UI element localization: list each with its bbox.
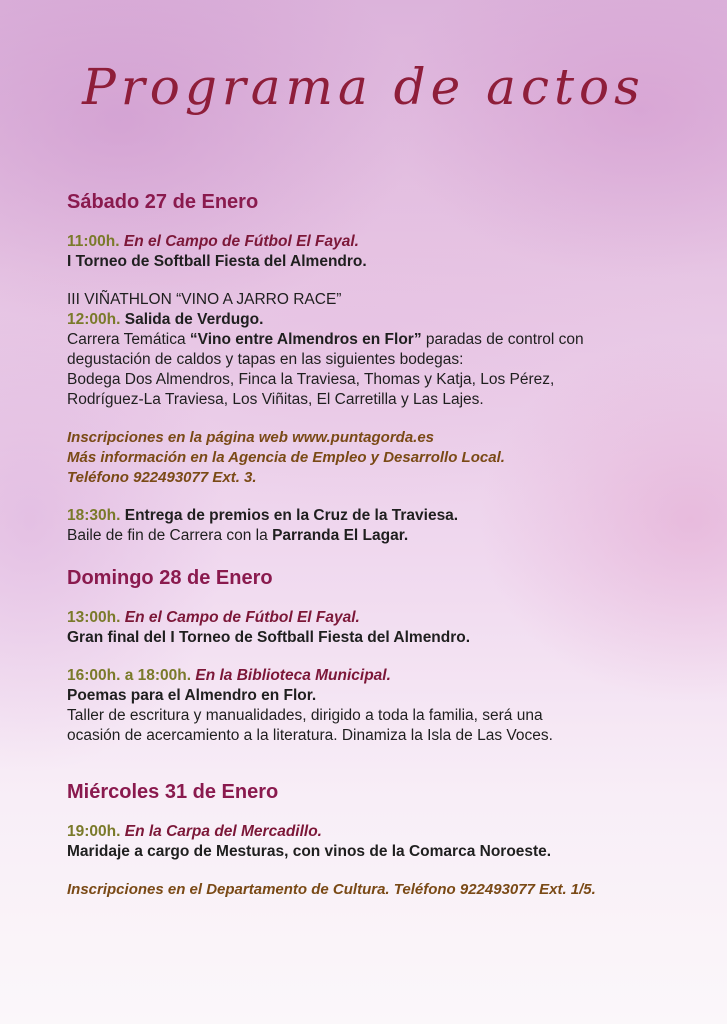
event-time: 11:00h. — [67, 233, 120, 250]
event-time-line — [67, 822, 667, 842]
event-description: I Torneo de Softball Fiesta del Almendro. — [67, 253, 367, 270]
event-time: 18:30h. — [67, 507, 121, 524]
day-heading-wednesday: Miércoles 31 de Enero — [67, 781, 279, 803]
event-title: Salida de Verdugo. — [124, 311, 264, 328]
event-header: III VIÑATHLON “VINO A JARRO RACE” — [67, 291, 342, 308]
day-heading-saturday: Sábado 27 de Enero — [67, 191, 259, 213]
registration-note: Inscripciones en la página web www.puntagorda.es — [67, 429, 435, 446]
event-time: 16:00h. a 18:00h. — [67, 667, 192, 684]
event-venue: En el Campo de Fútbol El Fayal. — [123, 233, 359, 250]
band-name: Parranda El Lagar. — [272, 527, 409, 544]
program-content — [67, 190, 667, 900]
event-venue: En el Campo de Fútbol El Fayal. — [124, 609, 360, 626]
event-time: 13:00h. — [67, 609, 121, 626]
event-paragraph: degustación de caldos y tapas en las siguientes bodegas: — [67, 351, 464, 368]
registration-note: Inscripciones en el Departamento de Cultura. Teléfono 922493077 Ext. 1/5. — [67, 881, 596, 898]
event-time-line — [67, 608, 667, 628]
event-venue: En la Biblioteca Municipal. — [195, 667, 391, 684]
race-name: “Vino entre Almendros en Flor” — [189, 331, 422, 348]
event-title: Entrega de premios en la Cruz de la Traviesa. — [124, 507, 459, 524]
event-paragraph: Bodega Dos Almendros, Finca la Traviesa, Thomas y Katja, Los Pérez, — [67, 371, 555, 388]
event-title: Poemas para el Almendro en Flor. — [67, 687, 317, 704]
event-paragraph: Taller de escritura y manualidades, dirigido a toda la familia, será una — [67, 707, 543, 724]
event-time-line — [67, 310, 667, 330]
event-time-line — [67, 666, 667, 686]
event-paragraph: ocasión de acercamiento a la literatura. Dinamiza la Isla de Las Voces. — [67, 727, 553, 744]
text-fragment: Carrera Temática — [67, 331, 190, 348]
phone-note: Teléfono 922493077 Ext. 3. — [67, 469, 257, 486]
event-time: 12:00h. — [67, 311, 121, 328]
event-paragraph: Rodríguez-La Traviesa, Los Viñitas, El Carretilla y Las Lajes. — [67, 391, 484, 408]
event-description: Maridaje a cargo de Mesturas, con vinos de la Comarca Noroeste. — [67, 843, 552, 860]
event-description: Gran final del I Torneo de Softball Fiesta del Almendro. — [67, 629, 471, 646]
event-time-line — [67, 232, 667, 252]
day-heading-sunday: Domingo 28 de Enero — [67, 567, 273, 589]
text-fragment: Baile de fin de Carrera con la — [67, 527, 273, 544]
event-time: 19:00h. — [67, 823, 121, 840]
event-venue: En la Carpa del Mercadillo. — [124, 823, 322, 840]
page-title: Programa de actos — [82, 58, 645, 116]
event-time-line — [67, 506, 667, 526]
event-paragraph — [67, 526, 667, 546]
event-paragraph — [67, 330, 667, 350]
info-note: Más información en la Agencia de Empleo y Desarrollo Local. — [67, 449, 505, 466]
text-fragment: paradas de control con — [421, 331, 584, 348]
